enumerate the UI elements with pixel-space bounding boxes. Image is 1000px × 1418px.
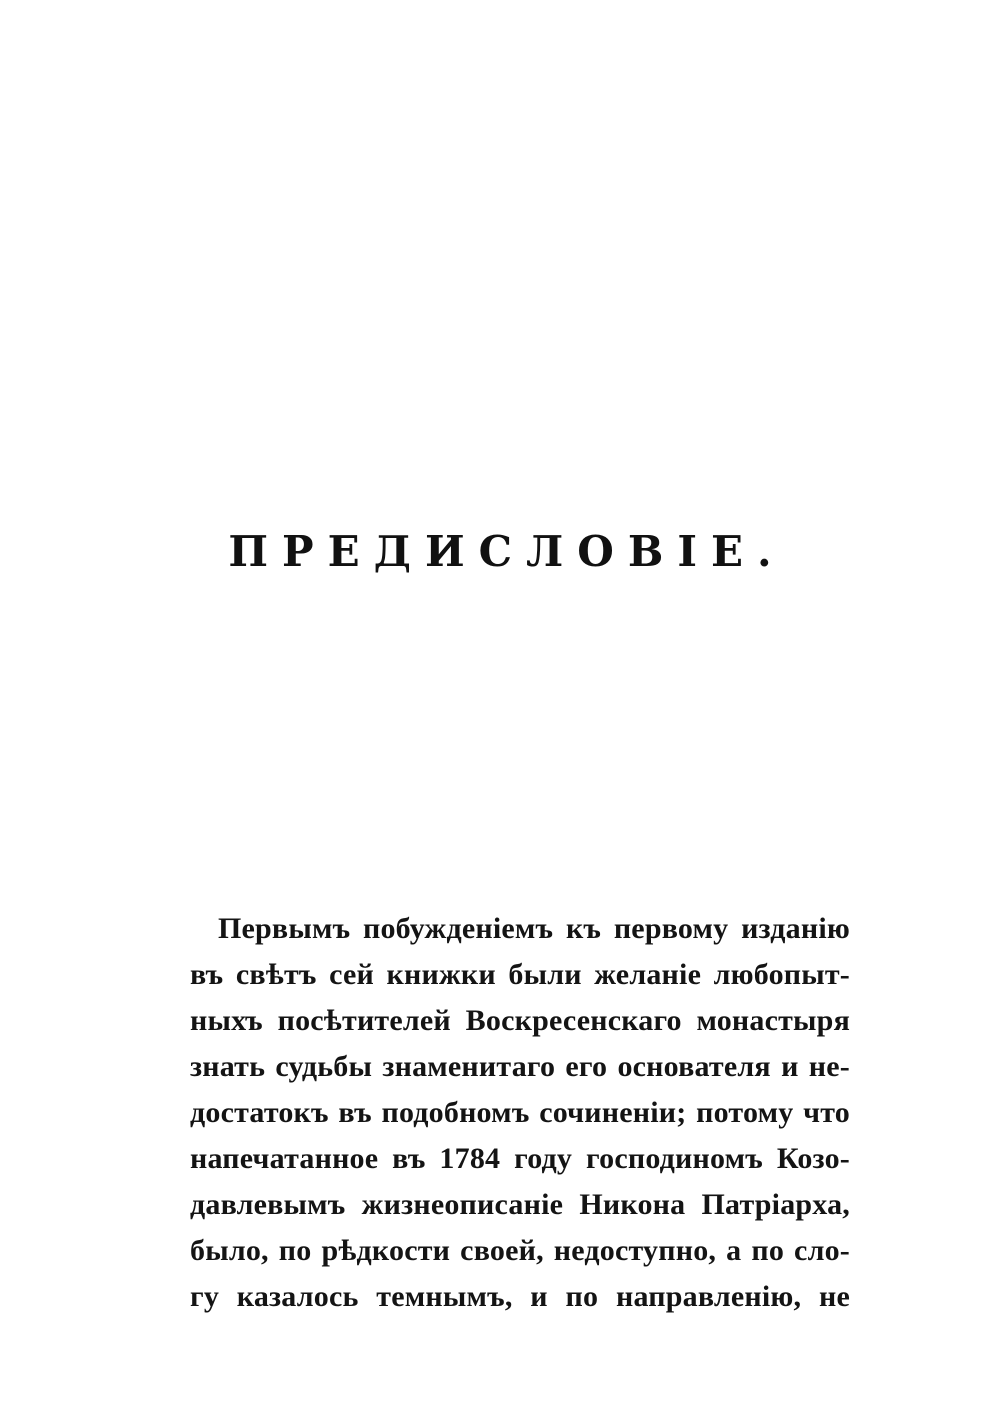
text-line: гу казалось темнымъ, и по направленію, не xyxy=(190,1280,850,1313)
text-line: Первымъ побужденіемъ къ первому изданію xyxy=(218,912,850,945)
text-line: давлевымъ жизнеописаніе Никона Патріарха, xyxy=(190,1188,850,1221)
text-line: достатокъ въ подобномъ сочиненіи; потому что xyxy=(190,1096,850,1129)
text-line: знать судьбы знаменитаго его основателя и не- xyxy=(190,1050,850,1083)
paragraph xyxy=(190,906,850,1320)
text-line: ныхъ посѣтителей Воскресенскаго монастыря xyxy=(190,1004,850,1037)
text-line: въ свѣтъ сей книжки были желаніе любопыт- xyxy=(190,958,850,991)
text-line: было, по рѣдкости своей, недоступно, а по сло- xyxy=(190,1234,850,1267)
chapter-heading: ПРЕДИСЛОВІЕ. xyxy=(228,527,786,576)
text-line: напечатанное въ 1784 году господиномъ Козо- xyxy=(190,1142,850,1175)
